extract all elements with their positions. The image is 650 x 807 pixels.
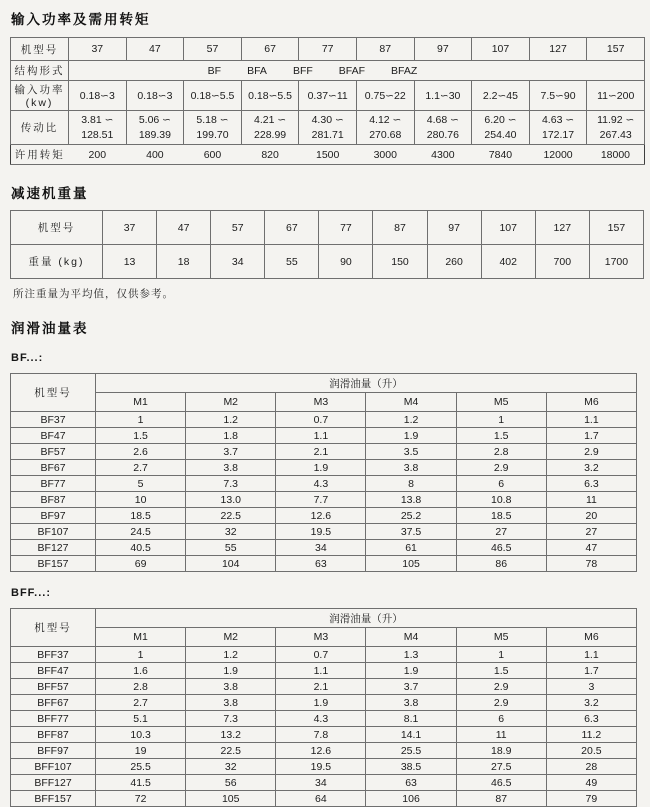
oil-value-cell: 1	[96, 647, 186, 663]
oil-value-cell: 1.5	[456, 663, 546, 679]
weight-cell: 13	[103, 245, 157, 279]
bff-oil-table	[10, 608, 637, 807]
torque-row-label: 许用转矩	[11, 145, 69, 165]
torque-cell: 4300	[414, 145, 472, 165]
mount-position-header: M4	[366, 628, 456, 647]
table-row	[11, 540, 637, 556]
input-power-cell: 0.37∽11	[299, 81, 357, 111]
oil-value-cell: 1.9	[276, 695, 366, 711]
weight-cell: 90	[319, 245, 373, 279]
structure-type: BFA	[247, 64, 267, 77]
mount-position-header: M5	[456, 393, 546, 412]
oil-value-cell: 2.9	[456, 695, 546, 711]
torque-cell: 7840	[472, 145, 530, 165]
oil-value-cell: 10.3	[96, 727, 186, 743]
oil-value-cell: 10.8	[456, 492, 546, 508]
oil-value-cell: 7.3	[186, 476, 276, 492]
oil-value-cell: 3.8	[366, 695, 456, 711]
model-header-cell: 57	[184, 38, 242, 61]
input-power-cell: 0.18∽5.5	[184, 81, 242, 111]
model-cell: BF47	[11, 428, 96, 444]
table-row	[11, 428, 637, 444]
oil-value-cell: 104	[186, 556, 276, 572]
oil-value-cell: 18.9	[456, 743, 546, 759]
oil-quantity-header: 润滑油量（升）	[96, 609, 637, 628]
model-cell: BFF57	[11, 679, 96, 695]
weight-cell: 1700	[589, 245, 643, 279]
ratio-min: 3.81 ∽	[81, 113, 114, 126]
model-cell: BFF127	[11, 775, 96, 791]
weight-cell: 700	[535, 245, 589, 279]
oil-value-cell: 3.2	[546, 695, 636, 711]
mount-position-header: M6	[546, 628, 636, 647]
model-cell: BFF37	[11, 647, 96, 663]
oil-value-cell: 32	[186, 524, 276, 540]
input-power-cell: 0.75∽22	[356, 81, 414, 111]
oil-value-cell: 13.0	[186, 492, 276, 508]
ratio-max: 172.17	[541, 128, 575, 141]
ratio-cell	[184, 111, 242, 145]
oil-value-cell: 11	[546, 492, 636, 508]
oil-value-cell: 3.7	[366, 679, 456, 695]
oil-value-cell: 1.1	[276, 428, 366, 444]
table-row	[11, 743, 637, 759]
oil-value-cell: 78	[546, 556, 636, 572]
table-row	[11, 38, 645, 61]
oil-value-cell: 2.9	[456, 460, 546, 476]
table-row	[11, 61, 645, 81]
oil-value-cell: 3.8	[186, 695, 276, 711]
torque-cell: 600	[184, 145, 242, 165]
model-row-label: 机型号	[11, 211, 103, 245]
oil-value-cell: 1.9	[366, 663, 456, 679]
table-row	[11, 679, 637, 695]
ratio-cell	[414, 111, 472, 145]
oil-value-cell: 28	[546, 759, 636, 775]
ratio-cell	[472, 111, 530, 145]
table-row	[11, 556, 637, 572]
oil-value-cell: 41.5	[96, 775, 186, 791]
table-header-row	[11, 628, 637, 647]
model-cell: BF97	[11, 508, 96, 524]
oil-value-cell: 3.8	[186, 460, 276, 476]
oil-value-cell: 55	[186, 540, 276, 556]
oil-value-cell: 18.5	[456, 508, 546, 524]
torque-cell: 1500	[299, 145, 357, 165]
oil-value-cell: 6	[456, 476, 546, 492]
oil-value-cell: 2.7	[96, 460, 186, 476]
ratio-min: 5.18 ∽	[196, 113, 229, 126]
ratio-min: 4.68 ∽	[426, 113, 459, 126]
oil-value-cell: 56	[186, 775, 276, 791]
ratio-min: 11.92 ∽	[597, 113, 635, 126]
model-column-header: 机型号	[11, 374, 96, 412]
ratio-min: 4.63 ∽	[541, 113, 575, 126]
table-row	[11, 695, 637, 711]
oil-value-cell: 1.1	[546, 412, 636, 428]
oil-value-cell: 27.5	[456, 759, 546, 775]
oil-value-cell: 63	[366, 775, 456, 791]
weight-cell: 34	[211, 245, 265, 279]
oil-value-cell: 6.3	[546, 711, 636, 727]
oil-value-cell: 106	[366, 791, 456, 807]
ratio-cell	[587, 111, 645, 145]
oil-value-cell: 1.3	[366, 647, 456, 663]
weight-cell: 402	[481, 245, 535, 279]
oil-value-cell: 46.5	[456, 775, 546, 791]
oil-value-cell: 1	[456, 647, 546, 663]
oil-value-cell: 2.8	[456, 444, 546, 460]
input-power-cell: 0.18∽5.5	[241, 81, 299, 111]
ratio-max: 270.68	[369, 128, 402, 141]
model-header-cell: 157	[589, 211, 643, 245]
oil-value-cell: 64	[276, 791, 366, 807]
mount-position-header: M2	[186, 393, 276, 412]
oil-value-cell: 6.3	[546, 476, 636, 492]
model-header-cell: 107	[472, 38, 530, 61]
torque-cell: 18000	[587, 145, 645, 165]
ratio-max: 128.51	[81, 128, 114, 141]
oil-value-cell: 1.9	[276, 460, 366, 476]
oil-section-title: 润滑油量表	[11, 321, 89, 336]
input-power-cell: 7.5∽90	[529, 81, 587, 111]
structure-types-group	[70, 65, 643, 77]
table-row	[11, 81, 645, 111]
oil-value-cell: 6	[456, 711, 546, 727]
model-cell: BF57	[11, 444, 96, 460]
oil-value-cell: 72	[96, 791, 186, 807]
weight-cell: 55	[265, 245, 319, 279]
table-header-row	[11, 393, 637, 412]
oil-value-cell: 3.5	[366, 444, 456, 460]
oil-value-cell: 40.5	[96, 540, 186, 556]
table-row	[11, 412, 637, 428]
oil-value-cell: 8.1	[366, 711, 456, 727]
oil-value-cell: 1	[456, 412, 546, 428]
oil-value-cell: 1.1	[276, 663, 366, 679]
oil-value-cell: 49	[546, 775, 636, 791]
oil-value-cell: 87	[456, 791, 546, 807]
oil-value-cell: 3.2	[546, 460, 636, 476]
input-power-label-line2: (kw)	[25, 97, 54, 109]
model-cell: BFF87	[11, 727, 96, 743]
oil-value-cell: 3.8	[186, 679, 276, 695]
oil-value-cell: 34	[276, 775, 366, 791]
oil-value-cell: 61	[366, 540, 456, 556]
table-row	[11, 727, 637, 743]
oil-value-cell: 1	[96, 412, 186, 428]
model-header-cell: 157	[587, 38, 645, 61]
table-row	[11, 444, 637, 460]
oil-value-cell: 34	[276, 540, 366, 556]
oil-value-cell: 2.6	[96, 444, 186, 460]
structure-type: BFAZ	[391, 64, 418, 77]
input-power-label-line1: 输入功率	[14, 84, 65, 96]
oil-value-cell: 86	[456, 556, 546, 572]
model-cell: BF157	[11, 556, 96, 572]
mount-position-header: M6	[546, 393, 636, 412]
oil-value-cell: 8	[366, 476, 456, 492]
ratio-min: 4.21 ∽	[254, 113, 287, 126]
oil-value-cell: 22.5	[186, 508, 276, 524]
bff-series-label: BFF...:	[11, 587, 51, 599]
input-power-cell: 11∽200	[587, 81, 645, 111]
oil-value-cell: 1.2	[186, 412, 276, 428]
weight-note: 所注重量为平均值，仅供参考。	[13, 288, 174, 300]
input-power-cell: 0.18∽3	[69, 81, 127, 111]
oil-value-cell: 2.9	[546, 444, 636, 460]
model-header-cell: 87	[356, 38, 414, 61]
ratio-max: 281.71	[311, 128, 344, 141]
torque-cell: 200	[69, 145, 127, 165]
oil-value-cell: 25.5	[366, 743, 456, 759]
model-header-cell: 67	[241, 38, 299, 61]
ratio-cell	[299, 111, 357, 145]
ratio-min: 4.12 ∽	[369, 113, 402, 126]
weight-cell: 150	[373, 245, 427, 279]
table-row	[11, 791, 637, 807]
weight-section-title: 减速机重量	[11, 186, 89, 201]
oil-value-cell: 19.5	[276, 524, 366, 540]
input-power-cell: 2.2∽45	[472, 81, 530, 111]
table-row	[11, 508, 637, 524]
ratio-cell	[529, 111, 587, 145]
ratio-max: 228.99	[254, 128, 287, 141]
ratio-cell	[356, 111, 414, 145]
oil-value-cell: 10	[96, 492, 186, 508]
model-header-cell: 37	[103, 211, 157, 245]
model-header-cell: 67	[265, 211, 319, 245]
oil-value-cell: 5.1	[96, 711, 186, 727]
oil-value-cell: 11	[456, 727, 546, 743]
model-header-cell: 127	[535, 211, 589, 245]
oil-value-cell: 0.7	[276, 647, 366, 663]
oil-value-cell: 7.8	[276, 727, 366, 743]
table-row	[11, 759, 637, 775]
oil-value-cell: 47	[546, 540, 636, 556]
mount-position-header: M2	[186, 628, 276, 647]
mount-position-header: M1	[96, 628, 186, 647]
oil-value-cell: 25.5	[96, 759, 186, 775]
structure-row-label: 结构形式	[11, 61, 69, 81]
ratio-cell	[69, 111, 127, 145]
oil-value-cell: 1.9	[366, 428, 456, 444]
model-cell: BFF157	[11, 791, 96, 807]
model-cell: BFF107	[11, 759, 96, 775]
oil-value-cell: 27	[546, 524, 636, 540]
bf-series-label: BF...:	[11, 352, 44, 364]
oil-value-cell: 19.5	[276, 759, 366, 775]
oil-value-cell: 27	[456, 524, 546, 540]
ratio-row-label: 传动比	[11, 111, 69, 145]
weight-row-label: 重量 (kg)	[11, 245, 103, 279]
oil-value-cell: 2.1	[276, 679, 366, 695]
ratio-cell	[126, 111, 184, 145]
oil-value-cell: 1.7	[546, 663, 636, 679]
oil-value-cell: 25.2	[366, 508, 456, 524]
oil-value-cell: 18.5	[96, 508, 186, 524]
table-row	[11, 711, 637, 727]
model-cell: BFF67	[11, 695, 96, 711]
model-cell: BFF77	[11, 711, 96, 727]
model-cell: BF37	[11, 412, 96, 428]
mount-position-header: M3	[276, 628, 366, 647]
ratio-max: 199.70	[196, 128, 229, 141]
table-row	[11, 211, 644, 245]
mount-position-header: M3	[276, 393, 366, 412]
oil-value-cell: 2.8	[96, 679, 186, 695]
table-row	[11, 245, 644, 279]
oil-value-cell: 69	[96, 556, 186, 572]
oil-value-cell: 3	[546, 679, 636, 695]
model-cell: BFF47	[11, 663, 96, 679]
oil-value-cell: 4.3	[276, 711, 366, 727]
model-cell: BFF97	[11, 743, 96, 759]
oil-value-cell: 3.7	[186, 444, 276, 460]
torque-cell: 400	[126, 145, 184, 165]
oil-value-cell: 0.7	[276, 412, 366, 428]
structure-type: BFF	[292, 64, 313, 77]
table-row	[11, 775, 637, 791]
oil-value-cell: 20.5	[546, 743, 636, 759]
model-header-cell: 47	[157, 211, 211, 245]
model-cell: BF77	[11, 476, 96, 492]
oil-value-cell: 1.5	[456, 428, 546, 444]
model-column-header: 机型号	[11, 609, 96, 647]
oil-value-cell: 105	[186, 791, 276, 807]
oil-value-cell: 2.1	[276, 444, 366, 460]
oil-value-cell: 19	[96, 743, 186, 759]
oil-value-cell: 4.3	[276, 476, 366, 492]
oil-value-cell: 1.2	[366, 412, 456, 428]
table-row	[11, 476, 637, 492]
ratio-max: 280.76	[426, 128, 459, 141]
model-header-cell: 107	[481, 211, 535, 245]
oil-value-cell: 11.2	[546, 727, 636, 743]
table-header-row	[11, 609, 637, 628]
oil-value-cell: 24.5	[96, 524, 186, 540]
oil-value-cell: 14.1	[366, 727, 456, 743]
model-header-cell: 97	[414, 38, 472, 61]
model-header-cell: 37	[69, 38, 127, 61]
input-power-torque-table	[10, 37, 645, 165]
oil-value-cell: 22.5	[186, 743, 276, 759]
ratio-max: 254.40	[484, 128, 517, 141]
ratio-min: 4.30 ∽	[311, 113, 344, 126]
torque-cell: 3000	[356, 145, 414, 165]
model-header-cell: 57	[211, 211, 265, 245]
torque-cell: 12000	[529, 145, 587, 165]
model-header-cell: 97	[427, 211, 481, 245]
input-power-row-label	[11, 81, 69, 111]
model-header-cell: 77	[299, 38, 357, 61]
ratio-max: 267.43	[599, 128, 632, 141]
oil-value-cell: 1.8	[186, 428, 276, 444]
model-cell: BF67	[11, 460, 96, 476]
ratio-cell	[241, 111, 299, 145]
oil-value-cell: 1.6	[96, 663, 186, 679]
oil-value-cell: 13.8	[366, 492, 456, 508]
oil-value-cell: 1.9	[186, 663, 276, 679]
ratio-min: 6.20 ∽	[484, 113, 517, 126]
oil-value-cell: 1.7	[546, 428, 636, 444]
mount-position-header: M4	[366, 393, 456, 412]
oil-value-cell: 7.7	[276, 492, 366, 508]
oil-value-cell: 13.2	[186, 727, 276, 743]
ratio-max: 189.39	[138, 128, 171, 141]
structure-type: BFAF	[338, 64, 366, 77]
oil-value-cell: 3.8	[366, 460, 456, 476]
model-header-cell: 127	[529, 38, 587, 61]
weight-cell: 260	[427, 245, 481, 279]
input-power-cell: 0.18∽3	[126, 81, 184, 111]
oil-value-cell: 32	[186, 759, 276, 775]
table-row	[11, 663, 637, 679]
oil-value-cell: 2.7	[96, 695, 186, 711]
oil-value-cell: 7.3	[186, 711, 276, 727]
model-cell: BF87	[11, 492, 96, 508]
oil-quantity-header: 润滑油量（升）	[96, 374, 637, 393]
oil-value-cell: 1.2	[186, 647, 276, 663]
table-row	[11, 524, 637, 540]
oil-value-cell: 12.6	[276, 508, 366, 524]
model-header-cell: 87	[373, 211, 427, 245]
oil-value-cell: 1.5	[96, 428, 186, 444]
input-power-cell: 1.1∽30	[414, 81, 472, 111]
power-section-title: 输入功率及需用转矩	[11, 12, 151, 27]
table-row	[11, 145, 645, 165]
model-cell: BF107	[11, 524, 96, 540]
oil-value-cell: 79	[546, 791, 636, 807]
oil-value-cell: 37.5	[366, 524, 456, 540]
table-header-row	[11, 374, 637, 393]
structure-type: BF	[207, 64, 222, 77]
oil-value-cell: 2.9	[456, 679, 546, 695]
model-header-cell: 47	[126, 38, 184, 61]
table-row	[11, 460, 637, 476]
ratio-min: 5.06 ∽	[138, 113, 171, 126]
table-row	[11, 111, 645, 145]
oil-value-cell: 12.6	[276, 743, 366, 759]
torque-cell: 820	[241, 145, 299, 165]
table-row	[11, 647, 637, 663]
oil-value-cell: 38.5	[366, 759, 456, 775]
weight-table	[10, 210, 644, 279]
oil-value-cell: 46.5	[456, 540, 546, 556]
oil-value-cell: 20	[546, 508, 636, 524]
mount-position-header: M5	[456, 628, 546, 647]
oil-value-cell: 5	[96, 476, 186, 492]
structure-types-cell	[69, 61, 645, 81]
oil-value-cell: 105	[366, 556, 456, 572]
model-cell: BF127	[11, 540, 96, 556]
table-row	[11, 492, 637, 508]
bf-oil-table	[10, 373, 637, 572]
mount-position-header: M1	[96, 393, 186, 412]
model-header-cell: 77	[319, 211, 373, 245]
oil-value-cell: 63	[276, 556, 366, 572]
model-row-label: 机型号	[11, 38, 69, 61]
weight-cell: 18	[157, 245, 211, 279]
oil-value-cell: 1.1	[546, 647, 636, 663]
